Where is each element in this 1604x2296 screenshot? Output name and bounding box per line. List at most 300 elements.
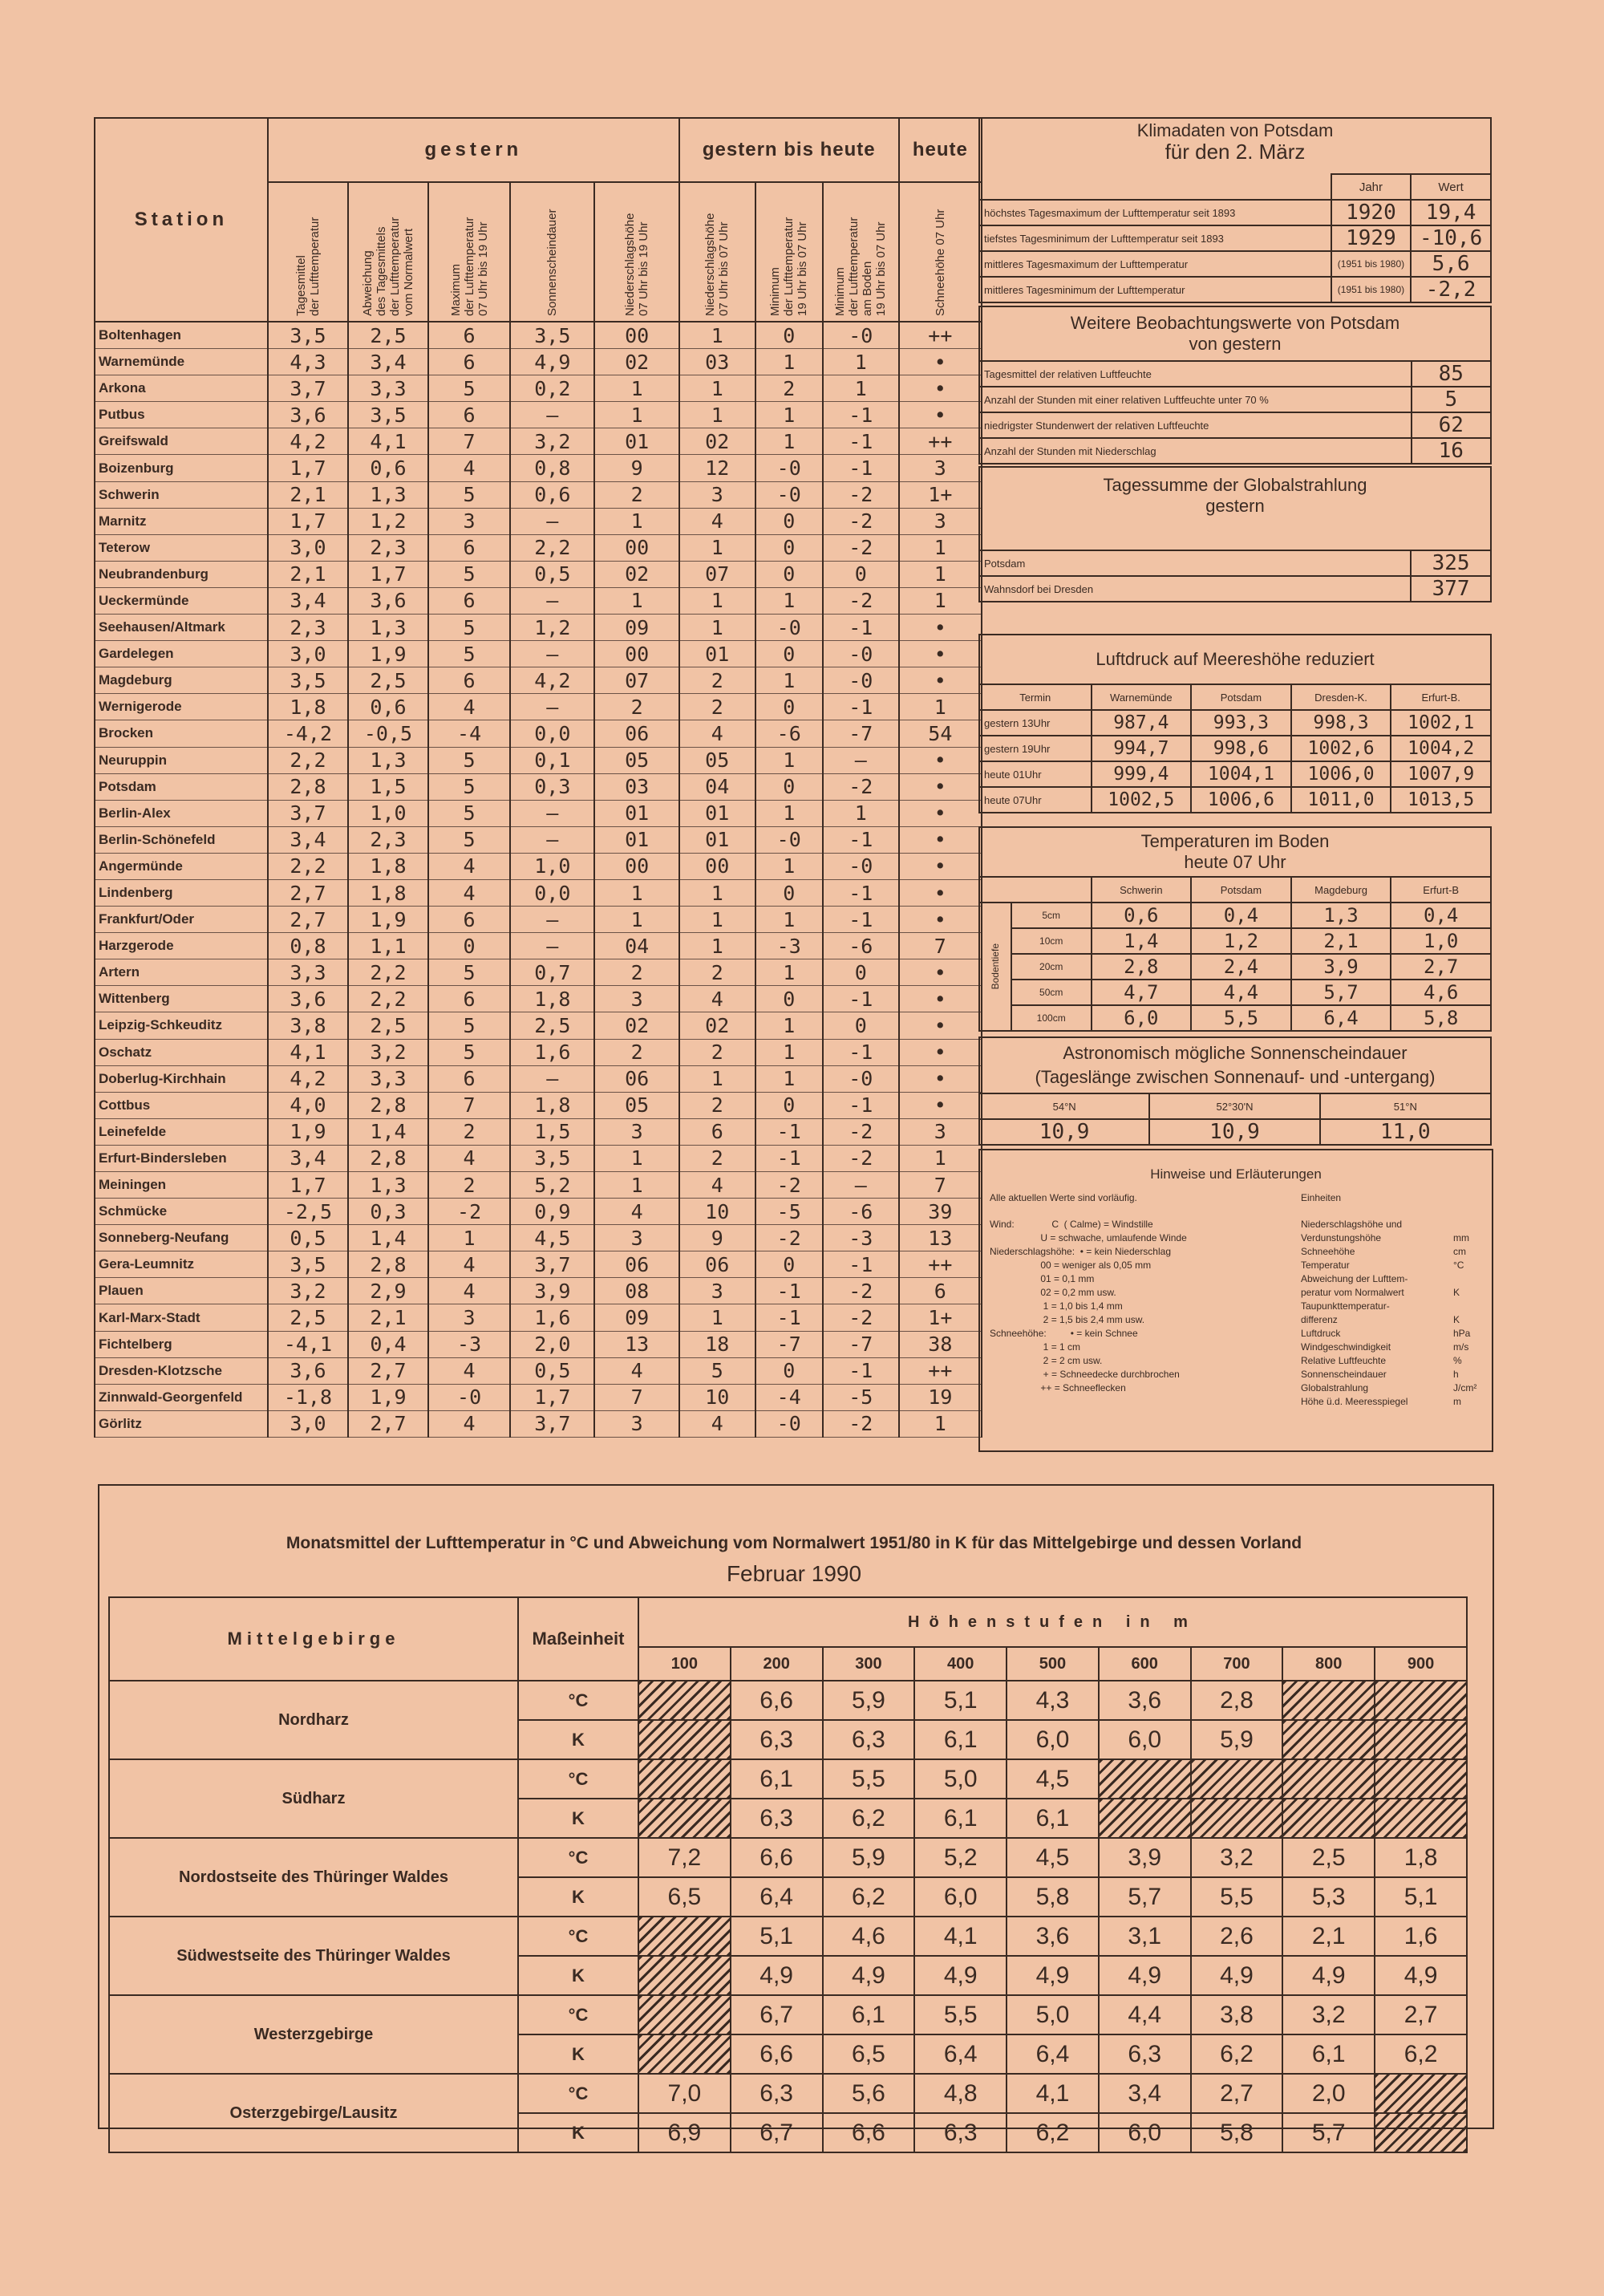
klima-jahr: (1951 bis 1980) [1331,251,1412,277]
station-value: • [899,747,982,773]
boden-value: 6,0 [1092,1005,1192,1031]
global-title [979,467,1491,524]
luftdruck-value: 999,4 [1092,761,1192,787]
station-row [95,1065,982,1092]
station-value: 4,2 [268,428,348,455]
station-value: – [510,402,594,428]
monats-subtitle: Februar 1990 [726,1561,862,1586]
weitere-label: Anzahl der Stunden mit einer relativen Luftfeuchte unter 70 % [979,387,1412,412]
station-value: -1 [755,1278,823,1304]
station-value: -2 [755,1225,823,1251]
hatched-cell [638,1720,731,1759]
station-value: 6 [428,587,510,614]
station-value: 4 [679,1172,755,1199]
station-value: 01 [679,641,755,667]
station-value: 2,8 [268,773,348,800]
weitere-subtitle-text: von gestern [1189,334,1282,354]
luftdruck-value: 1002,6 [1291,736,1391,761]
station-row [95,1118,982,1145]
station-value: 2,1 [268,481,348,508]
col-mittelgebirge: Mittelgebirge [109,1597,518,1681]
boden-value: 2,7 [1391,954,1491,980]
hatched-cell [1375,2113,1467,2152]
station-value: 09 [594,615,678,641]
station-value: 04 [679,773,755,800]
station-value: 2,9 [348,1278,428,1304]
station-value: 1,7 [348,561,428,587]
station-row [95,907,982,933]
station-value: 0,5 [510,1357,594,1384]
boden-value: 4,6 [1391,980,1491,1005]
station-value: -1 [823,879,899,906]
weitere-row [979,361,1491,387]
monats-value: 6,4 [1007,2034,1099,2074]
luftdruck-value: 987,4 [1092,710,1192,736]
luftdruck-termin: gestern 13Uhr [979,710,1092,736]
station-value: 4,0 [268,1092,348,1118]
monats-value: 4,9 [1007,1956,1099,1995]
boden-title [979,827,1491,877]
station-row [95,1357,982,1384]
boden-value: 5,8 [1391,1005,1491,1031]
station-value: 05 [594,1092,678,1118]
boden-depth: 50cm [1011,980,1092,1005]
station-row [95,322,982,349]
monats-value: 3,2 [1282,1995,1375,2034]
station-value: 1 [899,534,982,561]
station-value: 0 [755,773,823,800]
monats-value: 5,5 [914,1995,1007,2034]
station-value: 1 [679,587,755,614]
group-heute: heute [899,118,982,182]
monats-value: 2,5 [1282,1838,1375,1877]
station-name: Erfurt-Bindersleben [95,1145,268,1171]
boden-value: 1,3 [1291,903,1391,928]
station-name: Greifswald [95,428,268,455]
station-value: -2 [823,508,899,534]
boden-value: 0,6 [1092,903,1192,928]
hoehenstufe-header: 900 [1375,1647,1467,1681]
boden-row [979,1005,1491,1031]
station-value: -0 [755,1410,823,1437]
station-value: 1 [899,1410,982,1437]
hinweise-box [978,1149,1493,1452]
station-value: 01 [679,826,755,853]
station-value: 1 [679,375,755,402]
station-name: Leipzig-Schkeuditz [95,1012,268,1039]
luftdruck-row [979,761,1491,787]
station-value: 0,6 [348,694,428,720]
station-value: 1,5 [510,1118,594,1145]
station-value: 07 [679,561,755,587]
station-row [95,879,982,906]
station-value: 3,6 [268,1357,348,1384]
station-value: 5,2 [510,1172,594,1199]
station-value: 0 [755,641,823,667]
global-value: 377 [1411,576,1491,602]
station-value: 3 [679,1278,755,1304]
station-value: 2 [679,1145,755,1171]
monats-value: 3,2 [1191,1838,1283,1877]
group-gestern: gestern [268,118,679,182]
station-value: 0 [755,1092,823,1118]
column-header [348,182,428,322]
station-value: 1 [755,402,823,428]
station-row [95,375,982,402]
monats-value: 5,2 [914,1838,1007,1877]
station-value: 06 [594,1251,678,1278]
luftdruck-value: 1004,1 [1191,761,1291,787]
station-value: 10 [679,1199,755,1225]
station-name: Meiningen [95,1172,268,1199]
hinweise-left: Wind: C ( Calme) = Windstille U = schwache, umlaufende Winde Niederschlagshöhe: • = kein Niederschlag 00 = weniger als 0,05 mm 01 = 0,1 mm 02 = 0,2 mm usw. 1 = 1,0 bis 1,4 mm 2 = 1,5 bis 2,4 mm usw. Schneehöhe: • = kein Schnee 1 = 1 cm 2 = 2 cm usw. + = Schneedecke durchbrochen ++ = Schneeflecken [990,1219,1187,1393]
station-value: 1,8 [348,879,428,906]
luftdruck-table [978,634,1492,813]
station-value: 1 [755,1012,823,1039]
station-value: 4 [594,1199,678,1225]
station-value: -7 [823,720,899,747]
station-value: 5 [428,375,510,402]
station-value: 03 [679,349,755,375]
monats-value: 6,3 [731,2074,823,2113]
station-value: 5 [428,561,510,587]
klima-jahr: 1929 [1331,225,1412,251]
station-value: 1,3 [348,481,428,508]
monats-value: 4,5 [1007,1759,1099,1799]
station-value: 2,2 [510,534,594,561]
station-row [95,428,982,455]
monats-row [109,1681,1467,1720]
station-value: 1,5 [348,773,428,800]
unit-cell: K [518,2034,638,2074]
boden-value: 4,7 [1092,980,1192,1005]
monats-value: 6,3 [914,2113,1007,2152]
station-name: Ueckermünde [95,587,268,614]
hatched-cell [1191,1799,1283,1838]
station-value: • [899,879,982,906]
station-value: 06 [594,720,678,747]
column-header-text: Niederschlagshöhe 07 Uhr bis 07 Uhr [703,213,731,316]
station-name: Berlin-Alex [95,800,268,826]
station-value: • [899,959,982,986]
station-row [95,1410,982,1437]
station-value: 3 [428,1304,510,1331]
monats-value: 4,1 [1007,2074,1099,2113]
station-value: 1,9 [268,1118,348,1145]
station-value: -4 [755,1384,823,1410]
station-value: 2,3 [348,534,428,561]
monats-value: 3,8 [1191,1995,1283,2034]
station-value: ++ [899,1357,982,1384]
station-value: 1,9 [348,641,428,667]
hinweise-title: Hinweise und Erläuterungen [1150,1166,1322,1182]
station-name: Schwerin [95,481,268,508]
station-value: 1 [594,402,678,428]
monats-value: 3,6 [1099,1681,1191,1720]
monats-value: 4,9 [731,1956,823,1995]
station-value: -0 [823,1065,899,1092]
station-value: 1+ [899,1304,982,1331]
station-value: 3,2 [348,1039,428,1065]
column-header-text: Tagesmittel der Lufttemperatur [294,217,322,316]
station-value: 06 [679,1251,755,1278]
station-value: 2,3 [268,615,348,641]
hoehenstufe-header: 400 [914,1647,1007,1681]
monats-value: 3,4 [1099,2074,1191,2113]
luftdruck-termin: heute 01Uhr [979,761,1092,787]
boden-subtitle-text: heute 07 Uhr [1184,852,1286,872]
station-value: -1 [823,1092,899,1118]
monats-value: 4,4 [1099,1995,1191,2034]
station-value: 3,7 [268,800,348,826]
luftdruck-value: 993,3 [1191,710,1291,736]
monats-value: 4,6 [823,1917,915,1956]
station-row [95,1304,982,1331]
station-name: Plauen [95,1278,268,1304]
station-value: 10 [679,1384,755,1410]
station-value: 01 [594,428,678,455]
monats-value: 1,8 [1375,1838,1467,1877]
station-value: -2 [823,1278,899,1304]
station-row [95,1225,982,1251]
klima-row [979,277,1491,302]
monats-value: 4,9 [1375,1956,1467,1995]
weitere-row [979,412,1491,438]
station-value: 3,6 [268,986,348,1012]
station-name: Gardelegen [95,641,268,667]
boden-table [978,826,1492,1032]
station-value: -6 [823,933,899,959]
station-row [95,1199,982,1225]
station-value: 01 [594,826,678,853]
monats-value: 6,6 [731,2034,823,2074]
station-value: 1,8 [510,986,594,1012]
boden-value: 1,0 [1391,928,1491,954]
station-value: -2 [428,1199,510,1225]
station-row [95,1012,982,1039]
unit-cell: K [518,1956,638,1995]
luftdruck-value: 1013,5 [1391,787,1491,813]
klima-col-jahr: Jahr [1331,174,1412,200]
station-value: -2 [823,773,899,800]
station-value: 3,5 [268,667,348,694]
station-value: -0,5 [348,720,428,747]
station-value: 6 [428,534,510,561]
station-value: 13 [899,1225,982,1251]
station-value: 0,5 [510,561,594,587]
monats-value: 6,1 [1007,1799,1099,1838]
hoehenstufe-header: 800 [1282,1647,1375,1681]
station-value: 0 [755,1251,823,1278]
klima-wert: 19,4 [1411,200,1491,225]
station-value: 1,9 [348,907,428,933]
luftdruck-header: Erfurt-B. [1391,684,1491,710]
global-label: Potsdam [979,550,1411,576]
boden-row [979,928,1491,954]
monats-value: 6,5 [638,1877,731,1917]
station-value: 1,8 [510,1092,594,1118]
station-value: 0 [823,561,899,587]
station-value: 3,6 [268,402,348,428]
station-value: 3,5 [348,402,428,428]
station-value: – [823,747,899,773]
station-value: 1 [679,322,755,349]
hatched-cell [1099,1759,1191,1799]
station-value: • [899,402,982,428]
station-row [95,534,982,561]
astro-header: 54°N [979,1093,1149,1119]
global-label: Wahnsdorf bei Dresden [979,576,1411,602]
station-value: 1 [679,534,755,561]
station-value: 2,5 [348,667,428,694]
monats-value: 6,3 [1099,2034,1191,2074]
station-row [95,800,982,826]
monats-row [109,1917,1467,1956]
monats-value: 6,0 [1007,1720,1099,1759]
station-value: • [899,1065,982,1092]
global-value: 325 [1411,550,1491,576]
station-value: 2,7 [348,1357,428,1384]
column-header-text: Abweichung des Tagesmittels der Lufttemperatur vom Normalwert [360,217,415,316]
station-value: 2 [594,959,678,986]
column-header-text: Niederschlagshöhe 07 Uhr bis 19 Uhr [623,213,651,316]
unit-cell: °C [518,1759,638,1799]
station-value: 39 [899,1199,982,1225]
station-value: 1,1 [348,933,428,959]
unit-cell: °C [518,1995,638,2034]
monats-value: 4,9 [914,1956,1007,1995]
monats-value: 5,9 [823,1681,915,1720]
station-value: – [510,587,594,614]
hinweise-units: mm cm °C K K hPa m/s % h J/cm² m [1453,1232,1477,1407]
column-header-text: Maximum der Lufttemperatur 07 Uhr bis 19 Uhr [448,217,490,316]
station-row [95,1331,982,1357]
station-value: 2,1 [348,1304,428,1331]
klima-table [978,117,1492,303]
column-header [428,182,510,322]
station-value: 05 [594,747,678,773]
station-row [95,667,982,694]
klima-label: mittleres Tagesmaximum der Lufttemperatur [979,251,1331,277]
region-name: Südharz [109,1759,518,1838]
boden-row [979,903,1491,928]
boden-value: 2,4 [1191,954,1291,980]
monats-value: 6,6 [823,2113,915,2152]
station-value: 1 [755,428,823,455]
station-name: Seehausen/Altmark [95,615,268,641]
station-value: 4 [679,720,755,747]
monats-row [109,2074,1467,2113]
astro-header: 52°30'N [1149,1093,1319,1119]
station-value: -1 [823,694,899,720]
astro-header: 51°N [1320,1093,1491,1119]
station-value: • [899,773,982,800]
station-value: 5 [428,773,510,800]
station-value: 2 [428,1172,510,1199]
monats-value: 6,5 [823,2034,915,2074]
station-value: 54 [899,720,982,747]
station-value: 3,6 [348,587,428,614]
boden-value: 0,4 [1391,903,1491,928]
klima-label: tiefstes Tagesminimum der Lufttemperatur seit 1893 [979,225,1331,251]
station-value: 1 [594,375,678,402]
station-value: 2,2 [348,959,428,986]
station-value: 4,9 [510,349,594,375]
monats-value: 6,7 [731,1995,823,2034]
station-value: 7 [428,1092,510,1118]
station-value: 0,5 [268,1225,348,1251]
station-value: -0 [755,455,823,481]
monats-value: 2,7 [1191,2074,1283,2113]
monats-value: 6,0 [914,1877,1007,1917]
station-value: 1 [755,747,823,773]
monats-value: 4,9 [1099,1956,1191,1995]
station-value: 4 [428,694,510,720]
weitere-value: 5 [1412,387,1491,412]
station-name: Oschatz [95,1039,268,1065]
station-value: -1 [755,1118,823,1145]
station-name: Brocken [95,720,268,747]
station-row [95,587,982,614]
station-value: • [899,1092,982,1118]
station-value: 3,9 [510,1278,594,1304]
station-value: 2 [755,375,823,402]
station-name: Doberlug-Kirchhain [95,1065,268,1092]
station-value: 1 [899,694,982,720]
monats-value: 6,0 [1099,2113,1191,2152]
station-value: -1 [755,1304,823,1331]
station-value: 1,0 [510,853,594,879]
station-value: 07 [594,667,678,694]
station-value: 1 [755,959,823,986]
klima-wert: -2,2 [1411,277,1491,302]
station-name: Zinnwald-Georgenfeld [95,1384,268,1410]
station-value: 01 [594,800,678,826]
station-value: 4 [428,853,510,879]
luftdruck-header: Dresden-K. [1291,684,1391,710]
luftdruck-termin: heute 07Uhr [979,787,1092,813]
luftdruck-value: 1007,9 [1391,761,1491,787]
station-value: 0 [755,534,823,561]
station-value: 2 [594,694,678,720]
station-value: 2,5 [348,1012,428,1039]
column-header [268,182,348,322]
station-value: 4 [428,879,510,906]
monats-value: 6,6 [731,1838,823,1877]
station-value: 5 [428,615,510,641]
column-header [510,182,594,322]
station-value: 12 [679,455,755,481]
station-value: – [823,1172,899,1199]
station-value: • [899,615,982,641]
station-value: 0,3 [510,773,594,800]
station-value: 2,1 [268,561,348,587]
monats-value: 1,6 [1375,1917,1467,1956]
station-value: 02 [679,428,755,455]
hatched-cell [638,1759,731,1799]
station-value: 4 [428,1251,510,1278]
station-name: Warnemünde [95,349,268,375]
hinweise-right: Niederschlagshöhe und Verdunstungshöhe Schneehöhe Temperatur Abweichung der Lufttem- peratur vom Normalwert Taupunkttemperatur- differenz Luftdruck Windgeschwindigkeit Relative Luftfeuchte Sonnenscheindauer Globalstrahlung Höhe ü.d. Meeresspiegel [1301,1219,1408,1407]
unit-cell: K [518,1799,638,1838]
station-value: 03 [594,773,678,800]
station-value: -0 [428,1384,510,1410]
astro-subtitle-text: (Tageslänge zwischen Sonnenauf- und -untergang) [1035,1067,1436,1087]
station-row [95,615,982,641]
hatched-cell [638,1917,731,1956]
unit-cell: K [518,1720,638,1759]
station-name: Boizenburg [95,455,268,481]
